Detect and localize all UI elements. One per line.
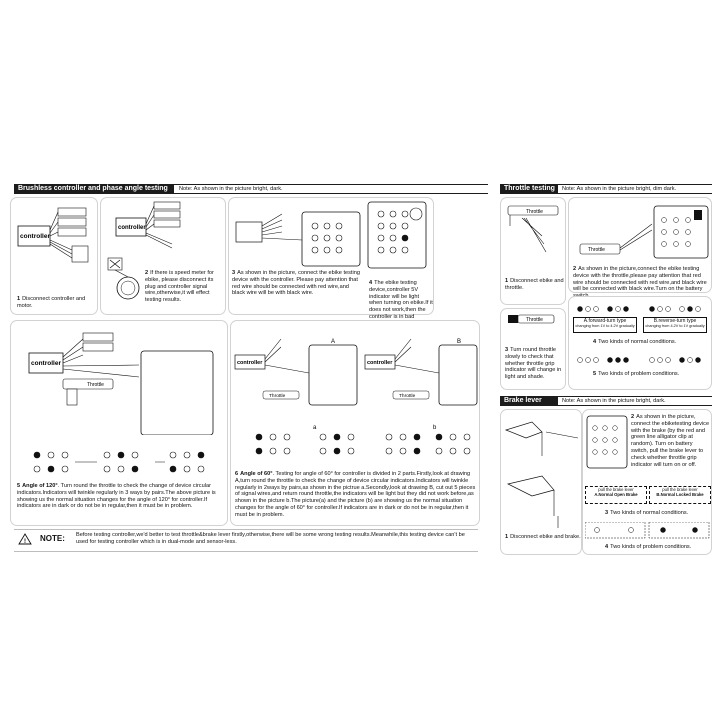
throttle-step-1-text: 1 Disconnect ebike and throttle. [505,278,564,291]
svg-text:!: ! [24,539,26,545]
step-2-text: 2 If there is speed meter for ebike, please disconnect its plug and controller signal wire,otherwise,it will effect testing results. [145,270,214,304]
step-2-number: 2 [145,270,149,276]
step-5-text: 5 Angle of 120°. Turn round the throttle to check the change of device circular indicators.Indicators will twinkle regularly in 3 ways by pairs.The above picture is showing us the normal situation changes for the angle of 120° for controller.If indicators are in dark or do not be in regular,then it must be in problem. [17,483,216,510]
pull-lever-a: pull the brake lever [598,487,634,492]
throttle-panel-step-2 [568,197,712,293]
type-a-box [573,317,637,333]
angle-120-diagram [13,325,227,435]
panel-step-2 [100,197,226,315]
picture-a-label: a [313,425,317,431]
throttle-step-4-text: 4 Two kinds of normal conditions. [593,339,677,345]
throttle-label-120: Throttle [87,382,104,388]
throttle-grip-icon [504,311,564,331]
svg-text:Throttle: Throttle [526,209,543,215]
angle-120-indicator-sequence [13,447,227,477]
angle-60-indicator-sequence [233,423,479,463]
brake-step-2-text: 2 As shown in the picture, connect the ebiketesting device with the brake (by the red and green line alligator clip at random). Turn on battery switch, pull the brake lever to check whether throttle grip indicator will turn on or off. [631,414,710,468]
type-a-label: A.forward-turn type [583,318,627,324]
throttle-section-note: Note: As shown in the picture bright, dim dark. [562,186,677,192]
type-b-label: B.reverse-turn type [653,318,697,324]
left-section-note: Note: As shown in the picture bright, dark. [179,186,283,192]
svg-text:Throttle: Throttle [588,247,605,253]
brake-type-b-box [649,486,711,504]
svg-text:Throttle: Throttle [526,317,543,323]
note-bottom-rule [14,551,478,552]
panel-step-5 [10,320,228,526]
brake-type-b-label: B.Normal Locked Brake [656,492,704,497]
brake-section-note: Note: As shown in the picture bright, dark. [562,398,666,404]
type-a-sub: changing from 1V to 4.2V gradually [575,324,635,328]
brake-step-1-text: 1 Disconnect ebike and brake. [505,534,581,540]
throttle-section-header: Throttle testing [500,184,558,194]
throttle-normal-indicators [570,301,712,317]
throttle-panel-step-1 [500,197,566,305]
svg-text:controller: controller [367,360,393,366]
pull-lever-b: pull the brake lever [662,487,698,492]
drawing-a-label: A [331,339,336,345]
step-6-title: Angle of 60° [240,471,273,477]
throttle-step-5-text: 5 Two kinds of problem conditions. [593,371,680,377]
step-5-number: 5 [17,483,21,489]
brake-problem-indicators [585,522,711,540]
brake-device-diagram [585,414,629,472]
panel-step-1 [10,197,98,315]
throttle-problem-indicators [570,353,712,367]
angle-60-diagram [233,325,479,415]
warning-icon [18,533,32,545]
controller-motor-diagram [12,200,98,280]
brake-panel-step-1 [500,409,582,555]
svg-text:Throttle: Throttle [269,394,286,399]
step-1-text: 1 Disconnect controller and motor. [17,296,86,309]
step-3-number: 3 [232,270,236,276]
panel-step-6 [230,320,480,526]
throttle-panel-step-3 [500,308,566,390]
left-section-header: Brushless controller and phase angle testing [14,184,174,194]
throttle-connector-diagram [502,200,566,260]
panel-step-3-4 [228,197,434,320]
step-4-text: 4 The ebike testing device,controller 5V indicator will be light when turning on ebike.If it does not work,then the controller is in bad [369,280,433,320]
step-6-number: 6 [235,471,239,477]
note-text: Before testing controller,we'd better to test throttle&brake lever firstly,otherwise,there will be some wrong testing results.Meanwhile,this testing device can't be used for testing controller which is in dual-mode and sensor-less. [76,532,465,545]
step-3-text: 3 As shown in the picture, connect the ebike testing device with the controller. Please pay attention that red wire should be connected with red wire,and black wire will be with black wire. [232,270,360,297]
picture-b-label: b [433,425,437,431]
brake-type-a-box [585,486,647,504]
brake-step-4-text: 4 Two kinds of problem conditions. [605,544,692,550]
drawing-b-label: B [457,339,462,345]
svg-text:controller: controller [31,360,61,367]
type-b-sub: changing from 4.2V to 1V gradually [645,324,705,328]
type-b-box [643,317,707,333]
brake-section-header: Brake lever [500,396,558,406]
device-indicators-a [307,220,363,260]
throttle-device-diagram [570,200,712,264]
brake-type-a-label: A.Normal Open Brake [594,492,638,497]
step-6-text: 6 Angle of 60°. Testing for angle of 60° for controller is divided in 2 parts.Firstly,look at drawing A,turn round the throttle to check the change of device circular indicators.Indicators will twinkle regularly in 2ways by pairs,as shown in the pictrue a.Secondly,look at drawing B, cut out 5 pieces of signal wires,and return round throttle,the indicators will be light but they did not work before,as shown in the picture b.The picture(a) and the picture (b) are showing us the normal situation changes for the angle of 60° for controller.If indicators are in dark or do not be in regular,then it must be in problem. [235,471,476,518]
brake-panel-step-2-4 [582,409,712,555]
brake-step-3-text: 3 Two kinds of normal conditions. [605,510,689,516]
note-top-rule [14,529,478,530]
throttle-panel-step-4-5 [568,296,712,390]
step-4-number: 4 [369,280,373,286]
throttle-step-2-text: 2 As shown in the picture,connect the ebike testing device with the throttle,please pay attention that red wire should be connected with red wire,and black wire will be connected with black wire.Turn on the battery [573,266,707,293]
brake-lever-diagram [502,412,582,530]
step-1-number: 1 [17,296,21,302]
svg-text:controller: controller [118,225,146,231]
svg-text:controller: controller [237,360,263,366]
device-indicators-b [375,208,431,264]
note-label: NOTE: [40,534,65,543]
step-5-title: Angle of 120° [22,483,58,489]
controller-label: controller [20,233,50,240]
throttle-step-3-text: 3 Turn round throttle slowly to check that whether throttle grip indicator will change in light and shade. [505,347,562,381]
svg-text:Throttle: Throttle [399,394,416,399]
